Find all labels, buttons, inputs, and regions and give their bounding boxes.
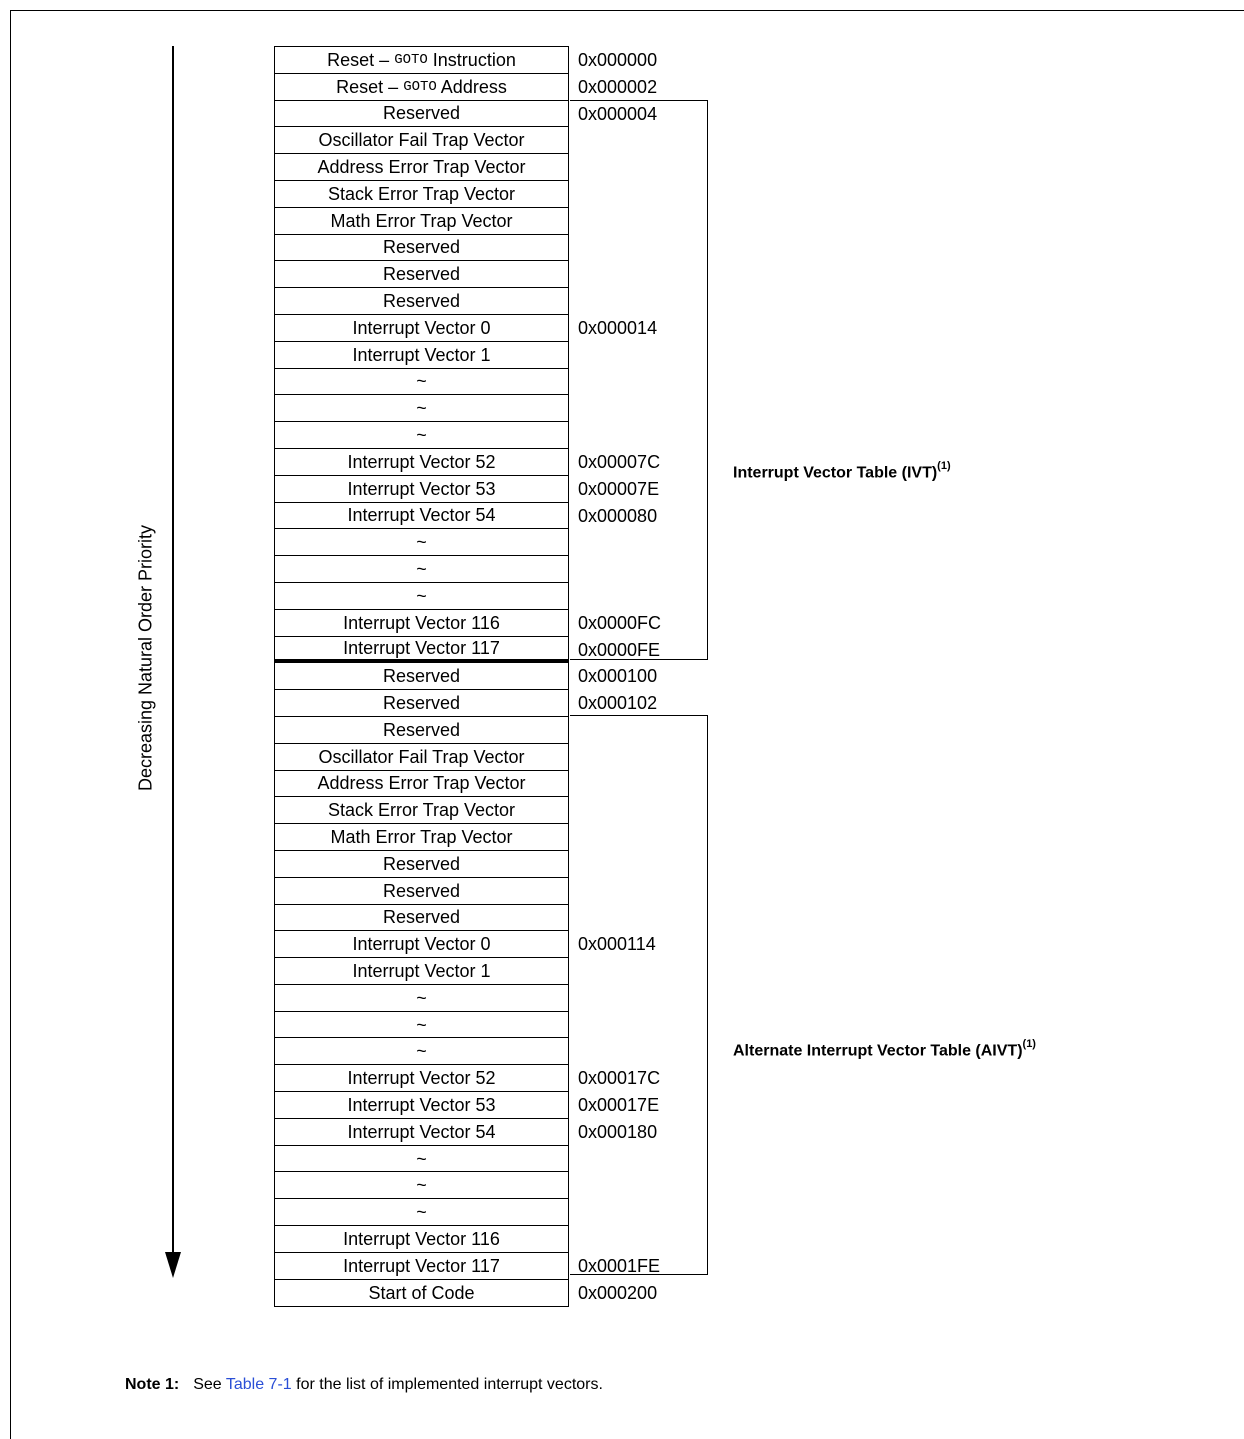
vector-row (275, 315, 568, 342)
vector-row (275, 1092, 568, 1119)
vector-row-text: Address (436, 76, 507, 97)
ivt-label (733, 462, 951, 482)
vector-row-text: Math Error Trap Vector (330, 827, 513, 847)
vector-row (275, 905, 568, 932)
vector-row (275, 1012, 568, 1039)
vector-row-text: ~ (416, 585, 427, 606)
vector-row (275, 1226, 568, 1253)
vector-row-text: Interrupt Vector 54 (347, 1121, 496, 1142)
address-label: 0x000180 (578, 1122, 658, 1142)
vector-row (275, 127, 568, 154)
vector-row (275, 1038, 568, 1065)
vector-row (275, 1199, 568, 1226)
address-label: 0x000080 (578, 505, 658, 526)
vector-row-text: Reset – (327, 49, 395, 70)
vector-row (275, 288, 568, 315)
vector-row-text: Interrupt Vector 52 (347, 1068, 496, 1089)
vector-row-text: Interrupt Vector 0 (352, 934, 491, 955)
vector-row-text: Interrupt Vector 53 (347, 1094, 496, 1115)
vector-row-text: Oscillator Fail Trap Vector (318, 130, 525, 151)
address-label: 0x00017E (578, 1095, 660, 1116)
vector-row (275, 958, 568, 985)
vector-row (275, 985, 568, 1012)
vector-row-text: Instruction (427, 49, 516, 70)
vector-row-text: Reserved (382, 103, 461, 124)
address-label: 0x00017C (578, 1068, 661, 1089)
vector-row-text: Interrupt Vector 117 (343, 1255, 500, 1276)
vector-row-text: Reserved (382, 264, 461, 285)
vector-row-text: Reset – (336, 76, 404, 97)
address-label: 0x000200 (578, 1282, 658, 1303)
vector-row (275, 47, 568, 74)
vector-row-text: Reserved (382, 907, 461, 928)
vector-row (275, 1146, 568, 1173)
vector-row-text: Reserved (382, 693, 461, 714)
vector-row-mnemonic: GOTO (403, 78, 437, 95)
vector-row-text: Address Error Trap Vector (317, 773, 526, 794)
vector-row-text: Interrupt Vector 0 (352, 317, 491, 338)
address-label: 0x00007E (578, 478, 660, 499)
vector-row-text: ~ (416, 559, 427, 580)
vector-row-text: ~ (416, 1202, 427, 1223)
vector-row (275, 1253, 568, 1280)
address-label: 0x0000FE (578, 639, 661, 660)
address-label: 0x000000 (578, 50, 658, 70)
vector-row-text: Interrupt Vector 52 (347, 451, 496, 472)
ivt-label-footnote: (1) (937, 460, 951, 472)
priority-arrow-line (172, 46, 174, 1254)
ivt-label-text: Interrupt Vector Table (IVT) (733, 464, 938, 482)
vector-row-text: ~ (416, 1014, 427, 1035)
vector-row (275, 556, 568, 583)
vector-row (275, 637, 568, 664)
aivt-label-text: Alternate Interrupt Vector Table (AIVT) (733, 1042, 1023, 1060)
address-label: 0x000002 (578, 76, 658, 97)
aivt-bracket (570, 715, 708, 1275)
vector-row (275, 771, 568, 798)
vector-row (275, 422, 568, 449)
vector-row (275, 369, 568, 396)
vector-row (275, 583, 568, 610)
vector-row-text: Interrupt Vector 117 (343, 637, 500, 658)
vector-row-text: Interrupt Vector 1 (352, 344, 491, 365)
note-pre: See (193, 1376, 226, 1393)
vector-row-text: ~ (416, 532, 427, 553)
note-head: Note 1: (125, 1376, 180, 1393)
vector-row (275, 663, 568, 690)
vector-row-text: Reserved (382, 880, 461, 901)
vector-row (275, 529, 568, 556)
vector-row (275, 851, 568, 878)
vector-row (275, 181, 568, 208)
vector-row-mnemonic: GOTO (394, 51, 428, 68)
vector-row-text: Interrupt Vector 116 (343, 1228, 500, 1249)
vector-row (275, 878, 568, 905)
vector-row (275, 931, 568, 958)
vector-row (275, 690, 568, 717)
vector-row-text: Start of Code (368, 1283, 475, 1304)
vector-row (275, 74, 568, 101)
vector-row (275, 449, 568, 476)
vector-row (275, 261, 568, 288)
address-label: 0x0001FE (578, 1256, 661, 1276)
vector-row (275, 101, 568, 128)
vector-table (274, 46, 569, 1307)
vector-row (275, 154, 568, 181)
vector-row (275, 610, 568, 637)
vector-row (275, 797, 568, 824)
vector-row (275, 503, 568, 530)
priority-arrow-head (165, 1252, 181, 1278)
vector-row-text: Interrupt Vector 1 (352, 960, 491, 981)
vector-row (275, 208, 568, 235)
aivt-label (733, 1040, 1036, 1060)
vector-row (275, 1172, 568, 1199)
vector-row-text: Reserved (382, 853, 461, 874)
vector-row (275, 1065, 568, 1092)
vector-row-text: ~ (416, 1175, 427, 1196)
vector-row (275, 1119, 568, 1146)
vector-row-text: Math Error Trap Vector (330, 210, 513, 231)
vector-row-text: ~ (416, 987, 427, 1008)
vector-row-text: Address Error Trap Vector (317, 157, 526, 178)
address-label: 0x000004 (578, 103, 658, 124)
vector-row-text: ~ (416, 398, 427, 419)
vector-row-text: ~ (416, 425, 427, 446)
address-label: 0x000100 (578, 666, 658, 687)
vector-row-text: Interrupt Vector 53 (347, 478, 496, 499)
aivt-label-footnote: (1) (1022, 1038, 1036, 1050)
vector-row-text: ~ (416, 1041, 427, 1062)
priority-axis-text: Decreasing Natural Order Priority (135, 524, 156, 792)
vector-row (275, 476, 568, 503)
vector-row (275, 717, 568, 744)
vector-row (275, 824, 568, 851)
table-link[interactable]: Table 7-1 (225, 1376, 292, 1393)
vector-row-text: Reserved (382, 719, 461, 740)
vector-row (275, 395, 568, 422)
note-post: for the list of implemented interrupt vectors. (291, 1376, 603, 1393)
vector-row-text: Interrupt Vector 116 (343, 612, 500, 633)
vector-row-text: Oscillator Fail Trap Vector (318, 746, 525, 767)
vector-row-text: Stack Error Trap Vector (327, 183, 516, 204)
vector-row-text: Stack Error Trap Vector (327, 800, 516, 821)
address-label: 0x0000FC (578, 612, 662, 633)
vector-row-text: Interrupt Vector 54 (347, 505, 496, 526)
vector-row (275, 342, 568, 369)
vector-row-text: ~ (416, 371, 427, 392)
vector-row (275, 744, 568, 771)
ivt-bracket (570, 100, 708, 660)
address-label: 0x00007C (578, 452, 661, 472)
vector-row (275, 1280, 568, 1307)
address-label: 0x000102 (578, 693, 658, 714)
vector-row-text: ~ (416, 1148, 427, 1169)
address-label: 0x000014 (578, 318, 658, 338)
vector-row-text: Reserved (382, 666, 461, 687)
footnote (125, 1376, 603, 1394)
vector-row-text: Reserved (382, 291, 461, 312)
address-label: 0x000114 (578, 934, 656, 955)
vector-row (275, 235, 568, 262)
vector-row-text: Reserved (382, 237, 461, 258)
